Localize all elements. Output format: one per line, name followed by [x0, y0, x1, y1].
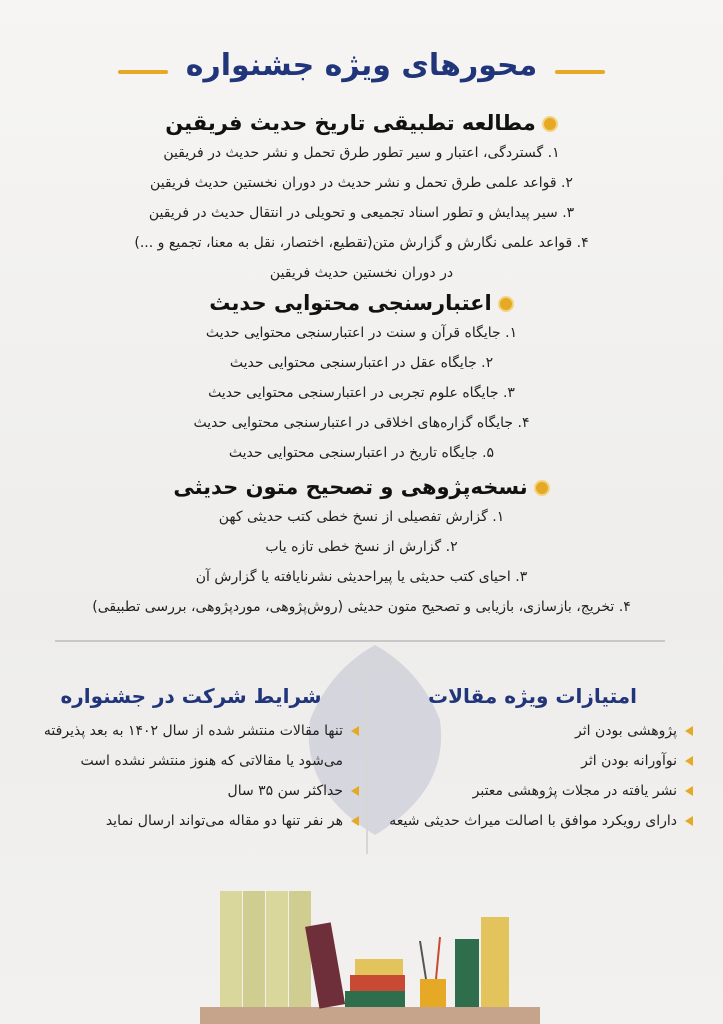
- list-item: ۳. احیای کتب حدیثی یا پیراحدیثی نشرنایافته یا گزارش آن: [195, 569, 528, 585]
- list-item: در دوران نخستین حدیث فریقین: [269, 265, 454, 281]
- section-heading-text: نسخه‌پژوهی و تصحیح متون حدیثی: [173, 475, 528, 499]
- list-item: ۱. جایگاه قرآن و سنت در اعتبارسنجی محتوایی حدیث: [205, 325, 518, 341]
- conditions-panel: [21, 676, 361, 836]
- list-item: ۳. جایگاه علوم تجربی در اعتبارسنجی محتوایی حدیث: [208, 385, 515, 401]
- numbered-bullet-icon: [498, 296, 514, 312]
- list-item: پژوهشی بودن اثر: [370, 716, 695, 746]
- numbered-bullet-icon: [534, 480, 550, 496]
- list-item: ۱. گزارش تفصیلی از نسخ خطی کتب حدیثی کهن: [218, 509, 505, 525]
- page-title: محورهای ویژه جشنواره: [112, 48, 611, 83]
- privileges-title: امتیازات ویژه مقالات: [428, 684, 637, 708]
- triangle-bullet-icon: [351, 816, 359, 826]
- list-item-continuation: می‌شود یا مقالاتی که هنوز منتشر نشده است: [80, 753, 343, 769]
- list-item: ۴. قواعد علمی نگارش و گزارش متن(تقطیع، اختصار، نقل به معنا، تجمیع و ...): [134, 235, 589, 251]
- column-divider: [366, 678, 368, 854]
- list-item: ۱. گستردگی، اعتبار و سیر تطور طرق تحمل و نشر حدیث در فریقین: [163, 145, 560, 161]
- triangle-bullet-icon: [685, 726, 693, 736]
- section-heading-text: مطالعه تطبیقی تاریخ حدیث فریقین: [165, 111, 536, 135]
- triangle-bullet-icon: [685, 786, 693, 796]
- list-item: ۳. سیر پیدایش و تطور اسناد تجمیعی و تحویلی در انتقال حدیث در فریقین: [148, 205, 575, 221]
- list-item: دارای رویکرد موافق با اصالت میراث حدیثی شیعه: [370, 806, 695, 836]
- section-heading: [0, 288, 723, 318]
- list-item: ۵. جایگاه تاریخ در اعتبارسنجی محتوایی حدیث: [228, 445, 495, 461]
- list-item: حداکثر سن ۳۵ سال: [21, 776, 361, 806]
- list-item: نشر یافته در مجلات پژوهشی معتبر: [370, 776, 695, 806]
- list-item: ۴. تخریج، بازسازی، بازیابی و تصحیح متون حدیثی (روش‌پژوهی، موردپژوهی، بررسی تطبیقی): [92, 599, 631, 615]
- section-manuscript-studies: [0, 472, 723, 622]
- list-item: تنها مقالات منتشر شده از سال ۱۴۰۲ به بعد پذیرفته: [21, 716, 361, 746]
- list-item: ۲. گزارش از نسخ خطی تازه یاب: [265, 539, 458, 555]
- list-item: ۴. جایگاه گزاره‌های اخلاقی در اعتبارسنجی محتوایی حدیث: [193, 415, 530, 431]
- list-item: ۲. قواعد علمی طرق تحمل و نشر حدیث در دوران نخستین حدیث فریقین: [150, 175, 573, 191]
- section-hadith-history: [0, 108, 723, 288]
- list-item: ۲. جایگاه عقل در اعتبارسنجی محتوایی حدیث: [229, 355, 494, 371]
- section-heading: [0, 108, 723, 138]
- section-heading-text: اعتبارسنجی محتوایی حدیث: [209, 291, 492, 315]
- triangle-bullet-icon: [685, 816, 693, 826]
- books-illustration: [200, 879, 540, 1024]
- list-item: هر نفر تنها دو مقاله می‌تواند ارسال نماید: [21, 806, 361, 836]
- triangle-bullet-icon: [351, 726, 359, 736]
- triangle-bullet-icon: [351, 786, 359, 796]
- privileges-panel: [370, 676, 695, 836]
- section-content-validation: [0, 288, 723, 468]
- triangle-bullet-icon: [685, 756, 693, 766]
- conditions-title: شرایط شرکت در جشنواره: [60, 684, 322, 708]
- list-item: نوآورانه بودن اثر: [370, 746, 695, 776]
- numbered-bullet-icon: [542, 116, 558, 132]
- section-heading: [0, 472, 723, 502]
- title-wrap: [0, 48, 723, 83]
